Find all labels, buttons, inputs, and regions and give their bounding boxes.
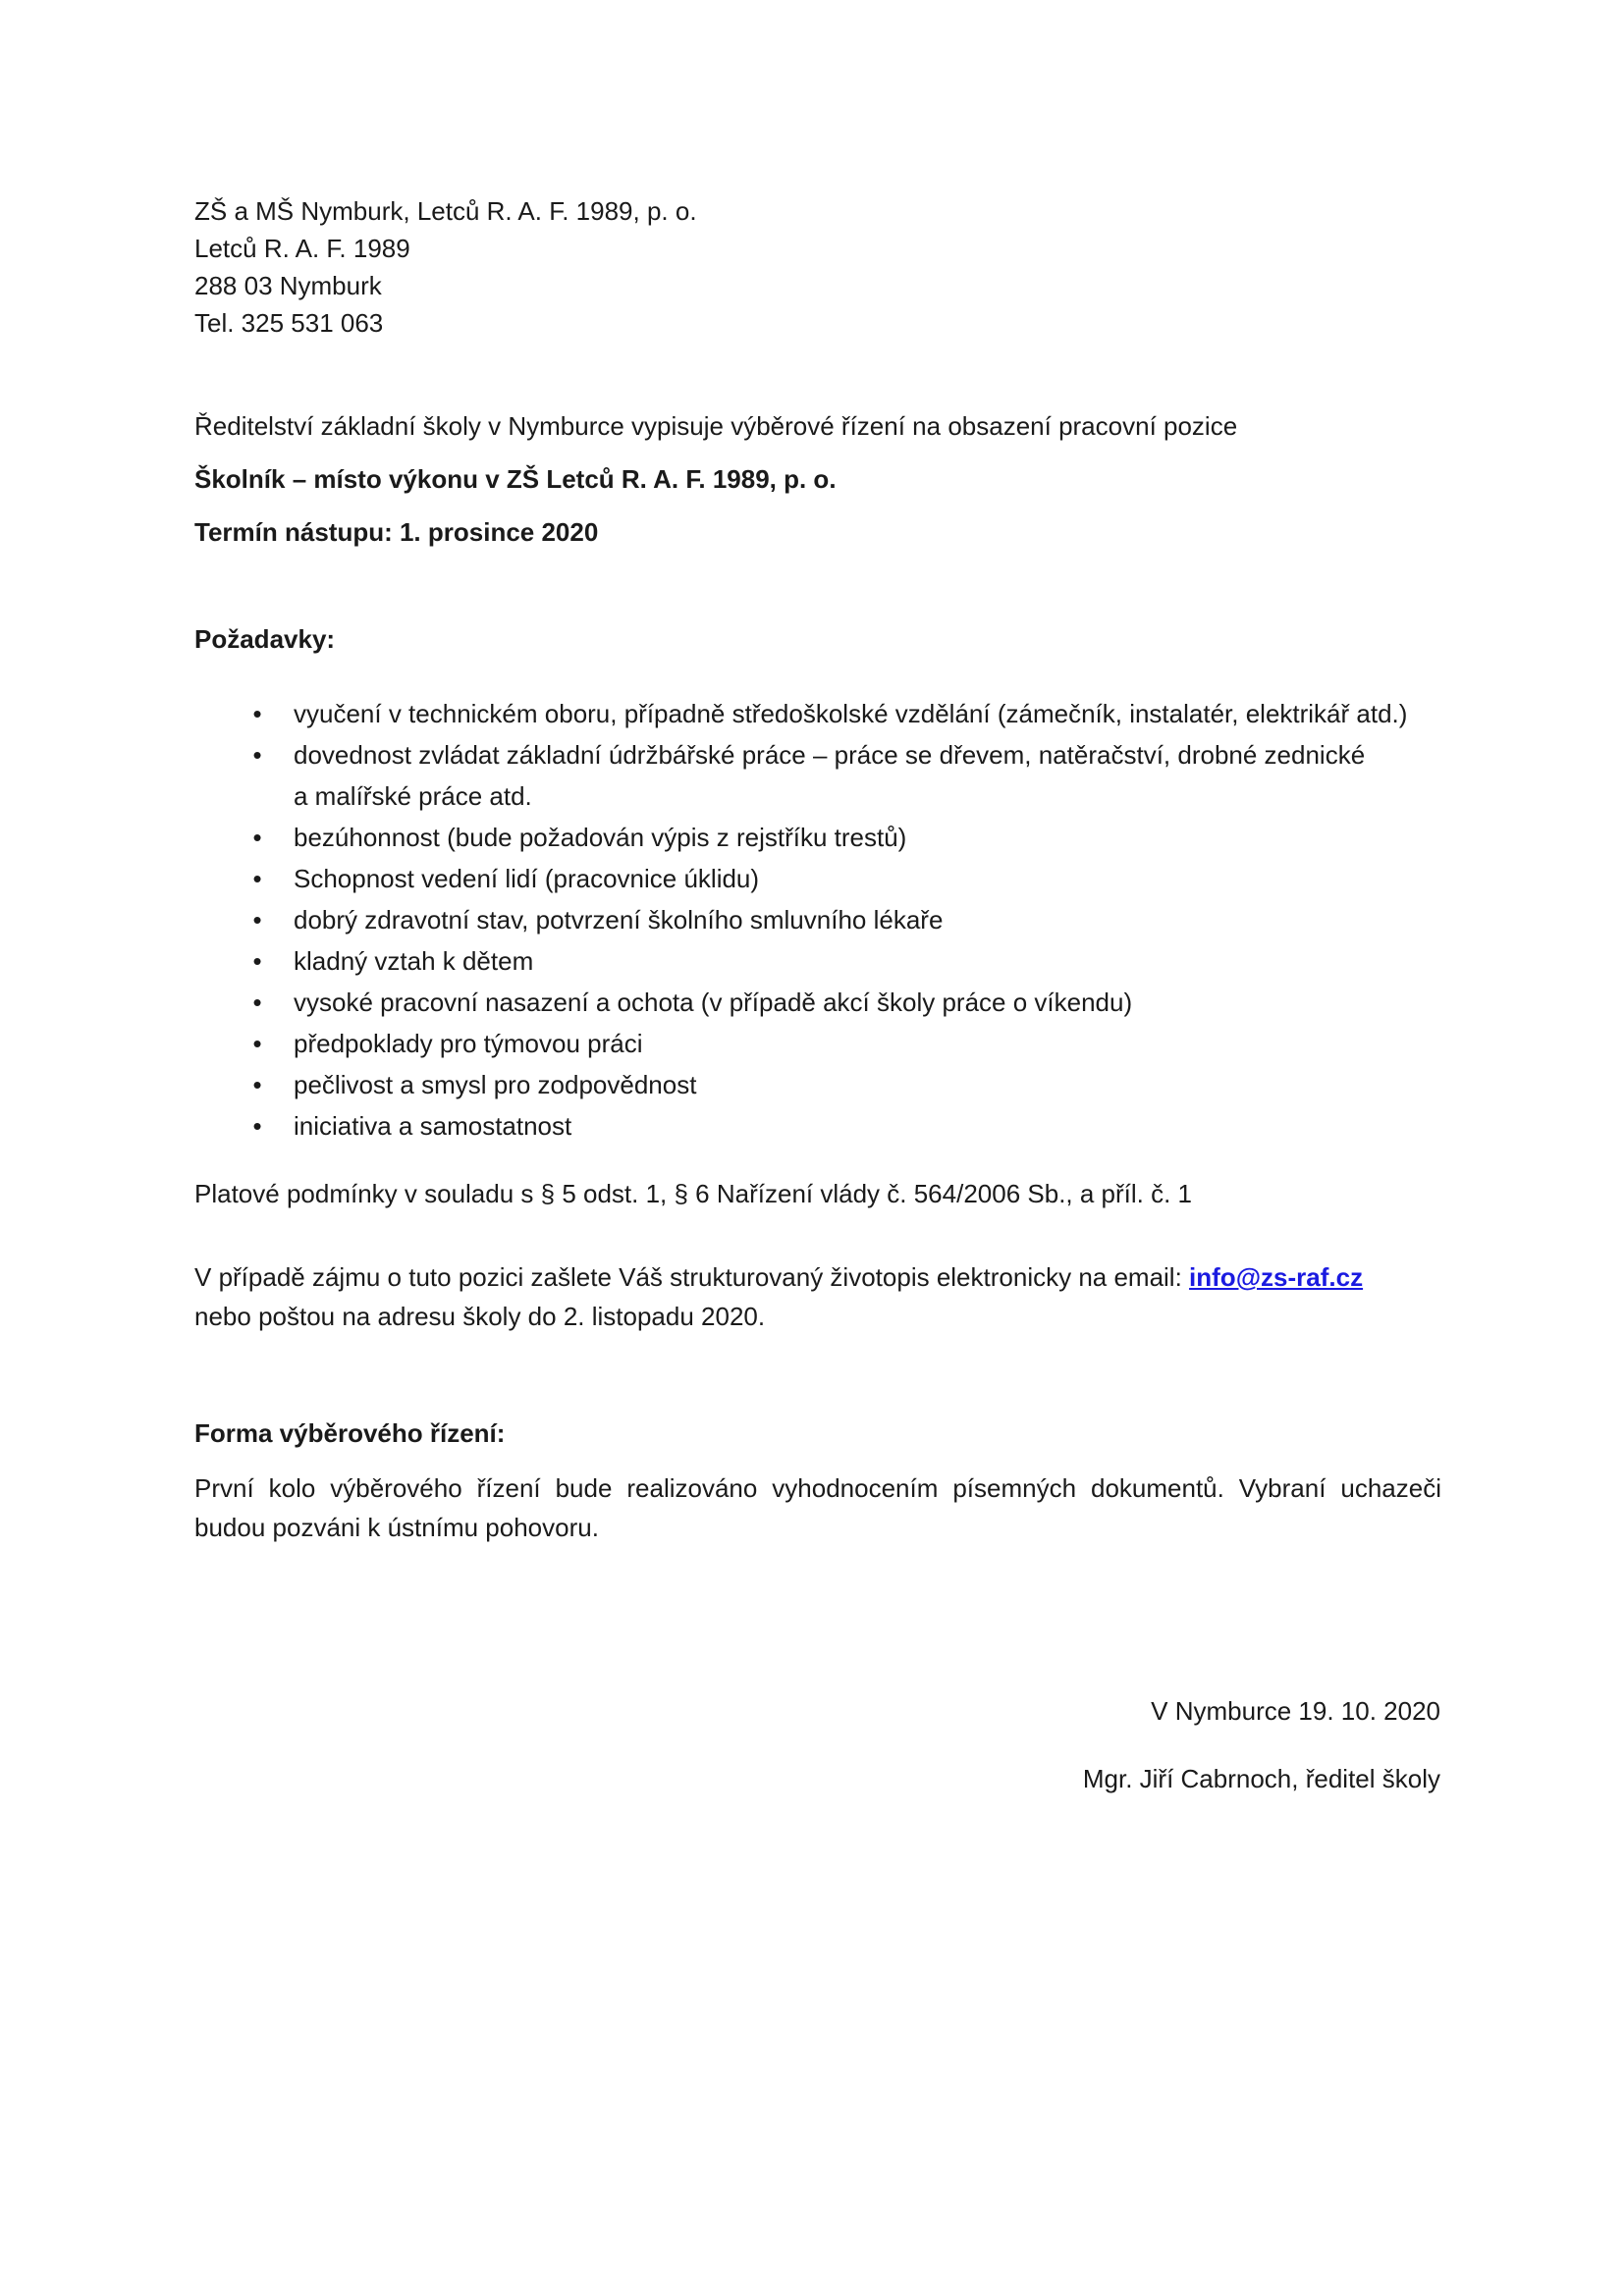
list-item bbox=[194, 982, 1624, 1023]
requirements-list bbox=[194, 693, 1441, 1147]
address-line: 288 03 Nymburk bbox=[194, 271, 382, 300]
requirement-text: bezúhonnost (bude požadován výpis z rejstříku trestů) bbox=[294, 823, 907, 852]
email-link[interactable]: info@zs-raf.cz bbox=[1189, 1262, 1364, 1292]
requirement-text: vysoké pracovní nasazení a ochota (v případě akcí školy práce o víkendu) bbox=[294, 988, 1133, 1017]
school-address bbox=[194, 192, 1441, 342]
list-item bbox=[194, 899, 1624, 940]
list-item bbox=[194, 693, 1624, 734]
list-item bbox=[194, 858, 1624, 899]
start-date: Termín nástupu: 1. prosince 2020 bbox=[194, 517, 599, 547]
contact-paragraph bbox=[194, 1257, 1441, 1336]
selection-heading: Forma výběrového řízení: bbox=[194, 1418, 506, 1448]
requirement-text: dovednost zvládat základní údržbářské práce – práce se dřevem, natěračství, drobné zednické bbox=[294, 740, 1366, 770]
list-item bbox=[194, 1105, 1624, 1147]
place-and-date: V Nymburce 19. 10. 2020 bbox=[1151, 1696, 1440, 1726]
requirement-text: vyučení v technickém oboru, případně středoškolské vzdělání (zámečník, instalatér, elektrikář atd.) bbox=[294, 699, 1408, 728]
bullet-icon: • bbox=[252, 1070, 262, 1099]
bullet-icon: • bbox=[252, 988, 262, 1017]
requirement-text: Schopnost vedení lidí (pracovnice úklidu) bbox=[294, 864, 760, 893]
salary-conditions: Platové podmínky v souladu s § 5 odst. 1, § 6 Nařízení vlády č. 564/2006 Sb., a příl. č. 1 bbox=[194, 1179, 1193, 1208]
bullet-icon: • bbox=[252, 1111, 262, 1141]
requirement-text: pečlivost a smysl pro zodpovědnost bbox=[294, 1070, 697, 1099]
list-item bbox=[194, 734, 1624, 817]
list-item bbox=[194, 1023, 1624, 1064]
requirement-text: předpoklady pro týmovou práci bbox=[294, 1029, 643, 1058]
announcement-intro: Ředitelství základní školy v Nymburce vypisuje výběrové řízení na obsazení pracovní pozice bbox=[194, 411, 1238, 441]
address-line: ZŠ a MŠ Nymburk, Letců R. A. F. 1989, p. o. bbox=[194, 196, 697, 226]
list-item bbox=[194, 940, 1624, 982]
bullet-icon: • bbox=[252, 946, 262, 976]
requirements-heading: Požadavky: bbox=[194, 624, 336, 654]
address-line: Letců R. A. F. 1989 bbox=[194, 234, 410, 263]
selection-text: První kolo výběrového řízení bude realizováno vyhodnocením písemných dokumentů. Vybraní uchazeči budou pozváni k ústnímu pohovoru. bbox=[194, 1473, 1441, 1542]
requirement-text: iniciativa a samostatnost bbox=[294, 1111, 572, 1141]
position-title: Školník – místo výkonu v ZŠ Letců R. A. F. 1989, p. o. bbox=[194, 464, 837, 494]
bullet-icon: • bbox=[252, 740, 262, 770]
bullet-icon: • bbox=[252, 864, 262, 893]
contact-text-continued: nebo poštou na adresu školy do 2. listopadu 2020. bbox=[194, 1302, 766, 1331]
contact-text: V případě zájmu o tuto pozici zašlete Váš strukturovaný životopis elektronicky na email: bbox=[194, 1262, 1190, 1292]
list-item bbox=[194, 817, 1624, 858]
bullet-icon: • bbox=[252, 823, 262, 852]
signature-author: Mgr. Jiří Cabrnoch, ředitel školy bbox=[1082, 1764, 1440, 1793]
bullet-icon: • bbox=[252, 905, 262, 934]
requirement-text-continued: a malířské práce atd. bbox=[294, 781, 532, 811]
requirement-text: kladný vztah k dětem bbox=[294, 946, 534, 976]
address-phone: Tel. 325 531 063 bbox=[194, 308, 384, 338]
requirement-text: dobrý zdravotní stav, potvrzení školního smluvního lékaře bbox=[294, 905, 944, 934]
bullet-icon: • bbox=[252, 699, 262, 728]
announcement bbox=[194, 407, 1441, 551]
document-content bbox=[194, 192, 1441, 1547]
list-item bbox=[194, 1064, 1624, 1105]
bullet-icon: • bbox=[252, 1029, 262, 1058]
